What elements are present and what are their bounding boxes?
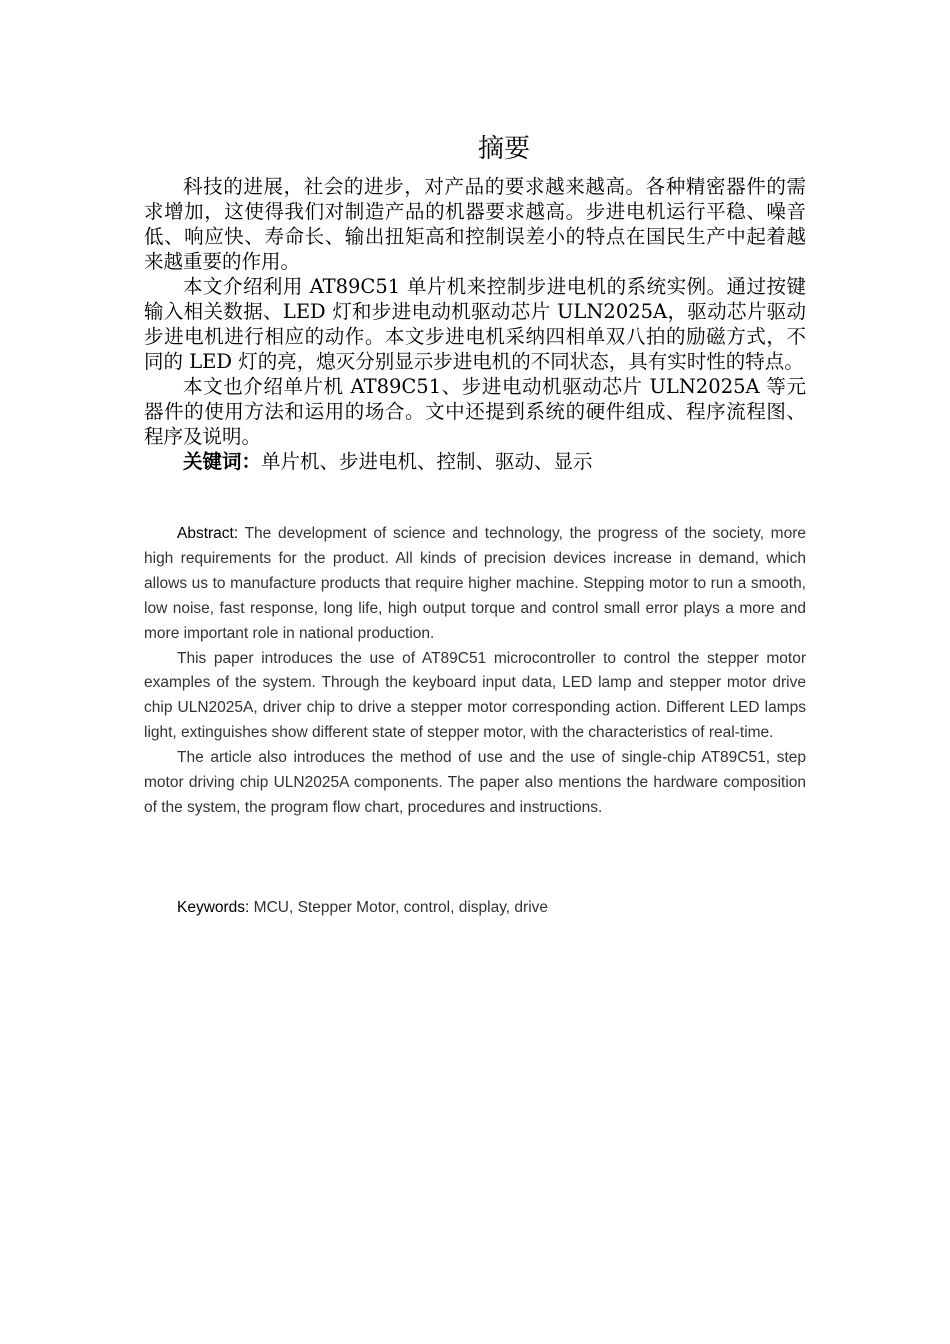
chinese-paragraph-1: 科技的进展，社会的进步，对产品的要求越来越高。各种精密器件的需求增加，这使得我们对制造产品的机器要求越高。步进电机运行平稳、噪音低、响应快、寿命长、输出扭矩高和控制误差小的特点在国民生产中起着越来越重要的作用。 (144, 175, 806, 273)
english-abstract (144, 522, 806, 821)
english-paragraph-3: The article also introduces the method of use and the use of single-chip AT89C51, step motor driving chip ULN2025A components. The paper also mentions the hardware composition of the system, the program flow chart, procedures and instructions. (144, 749, 806, 816)
english-paragraph-1 (144, 522, 806, 647)
english-paragraph-1-text: The development of science and technology, the progress of the society, more high requirements for the product. All kinds of precision devices increase in demand, which allows us to manufacture products that require higher machine. Stepping motor to run a smooth, low noise, fast response, long life, high output torque and control small error plays a more and more important role in national production. (144, 525, 806, 642)
chinese-keywords-text: 单片机、步进电机、控制、驱动、显示 (261, 450, 593, 473)
chinese-keywords-label: 关键词： (183, 450, 262, 473)
page-title: 摘要 (477, 134, 530, 164)
chinese-paragraph-2: 本文介绍利用 AT89C51 单片机来控制步进电机的系统实例。通过按键输入相关数据、LED 灯和步进电动机驱动芯片 ULN2025A，驱动芯片驱动步进电机进行相应的动作。本文步进电机采纳四相单双八拍的励磁方式，不同的 LED 灯的亮，熄灭分别显示步进电机的不同状态，具有实时性的特点。 (144, 275, 806, 373)
english-keywords-text: MCU, Stepper Motor, control, display, drive (249, 899, 549, 916)
abstract-label: Abstract: (177, 525, 239, 542)
chinese-paragraph-3: 本文也介绍单片机 AT89C51、步进电动机驱动芯片 ULN2025A 等元器件的使用方法和运用的场合。文中还提到系统的硬件组成、程序流程图、程序及说明。 (144, 375, 806, 448)
english-paragraph-2: This paper introduces the use of AT89C51 microcontroller to control the stepper motor examples of the system. Through the keyboard input data, LED lamp and stepper motor drive chip ULN2025A, driver chip to drive a stepper motor corresponding action. Different LED lamps light, extinguishes show different state of stepper motor, with the characteristics of real-time. (144, 649, 806, 742)
english-keywords-label: Keywords: (177, 899, 250, 916)
chinese-abstract (144, 174, 806, 474)
chinese-keywords (144, 449, 806, 474)
english-keywords (177, 896, 548, 920)
